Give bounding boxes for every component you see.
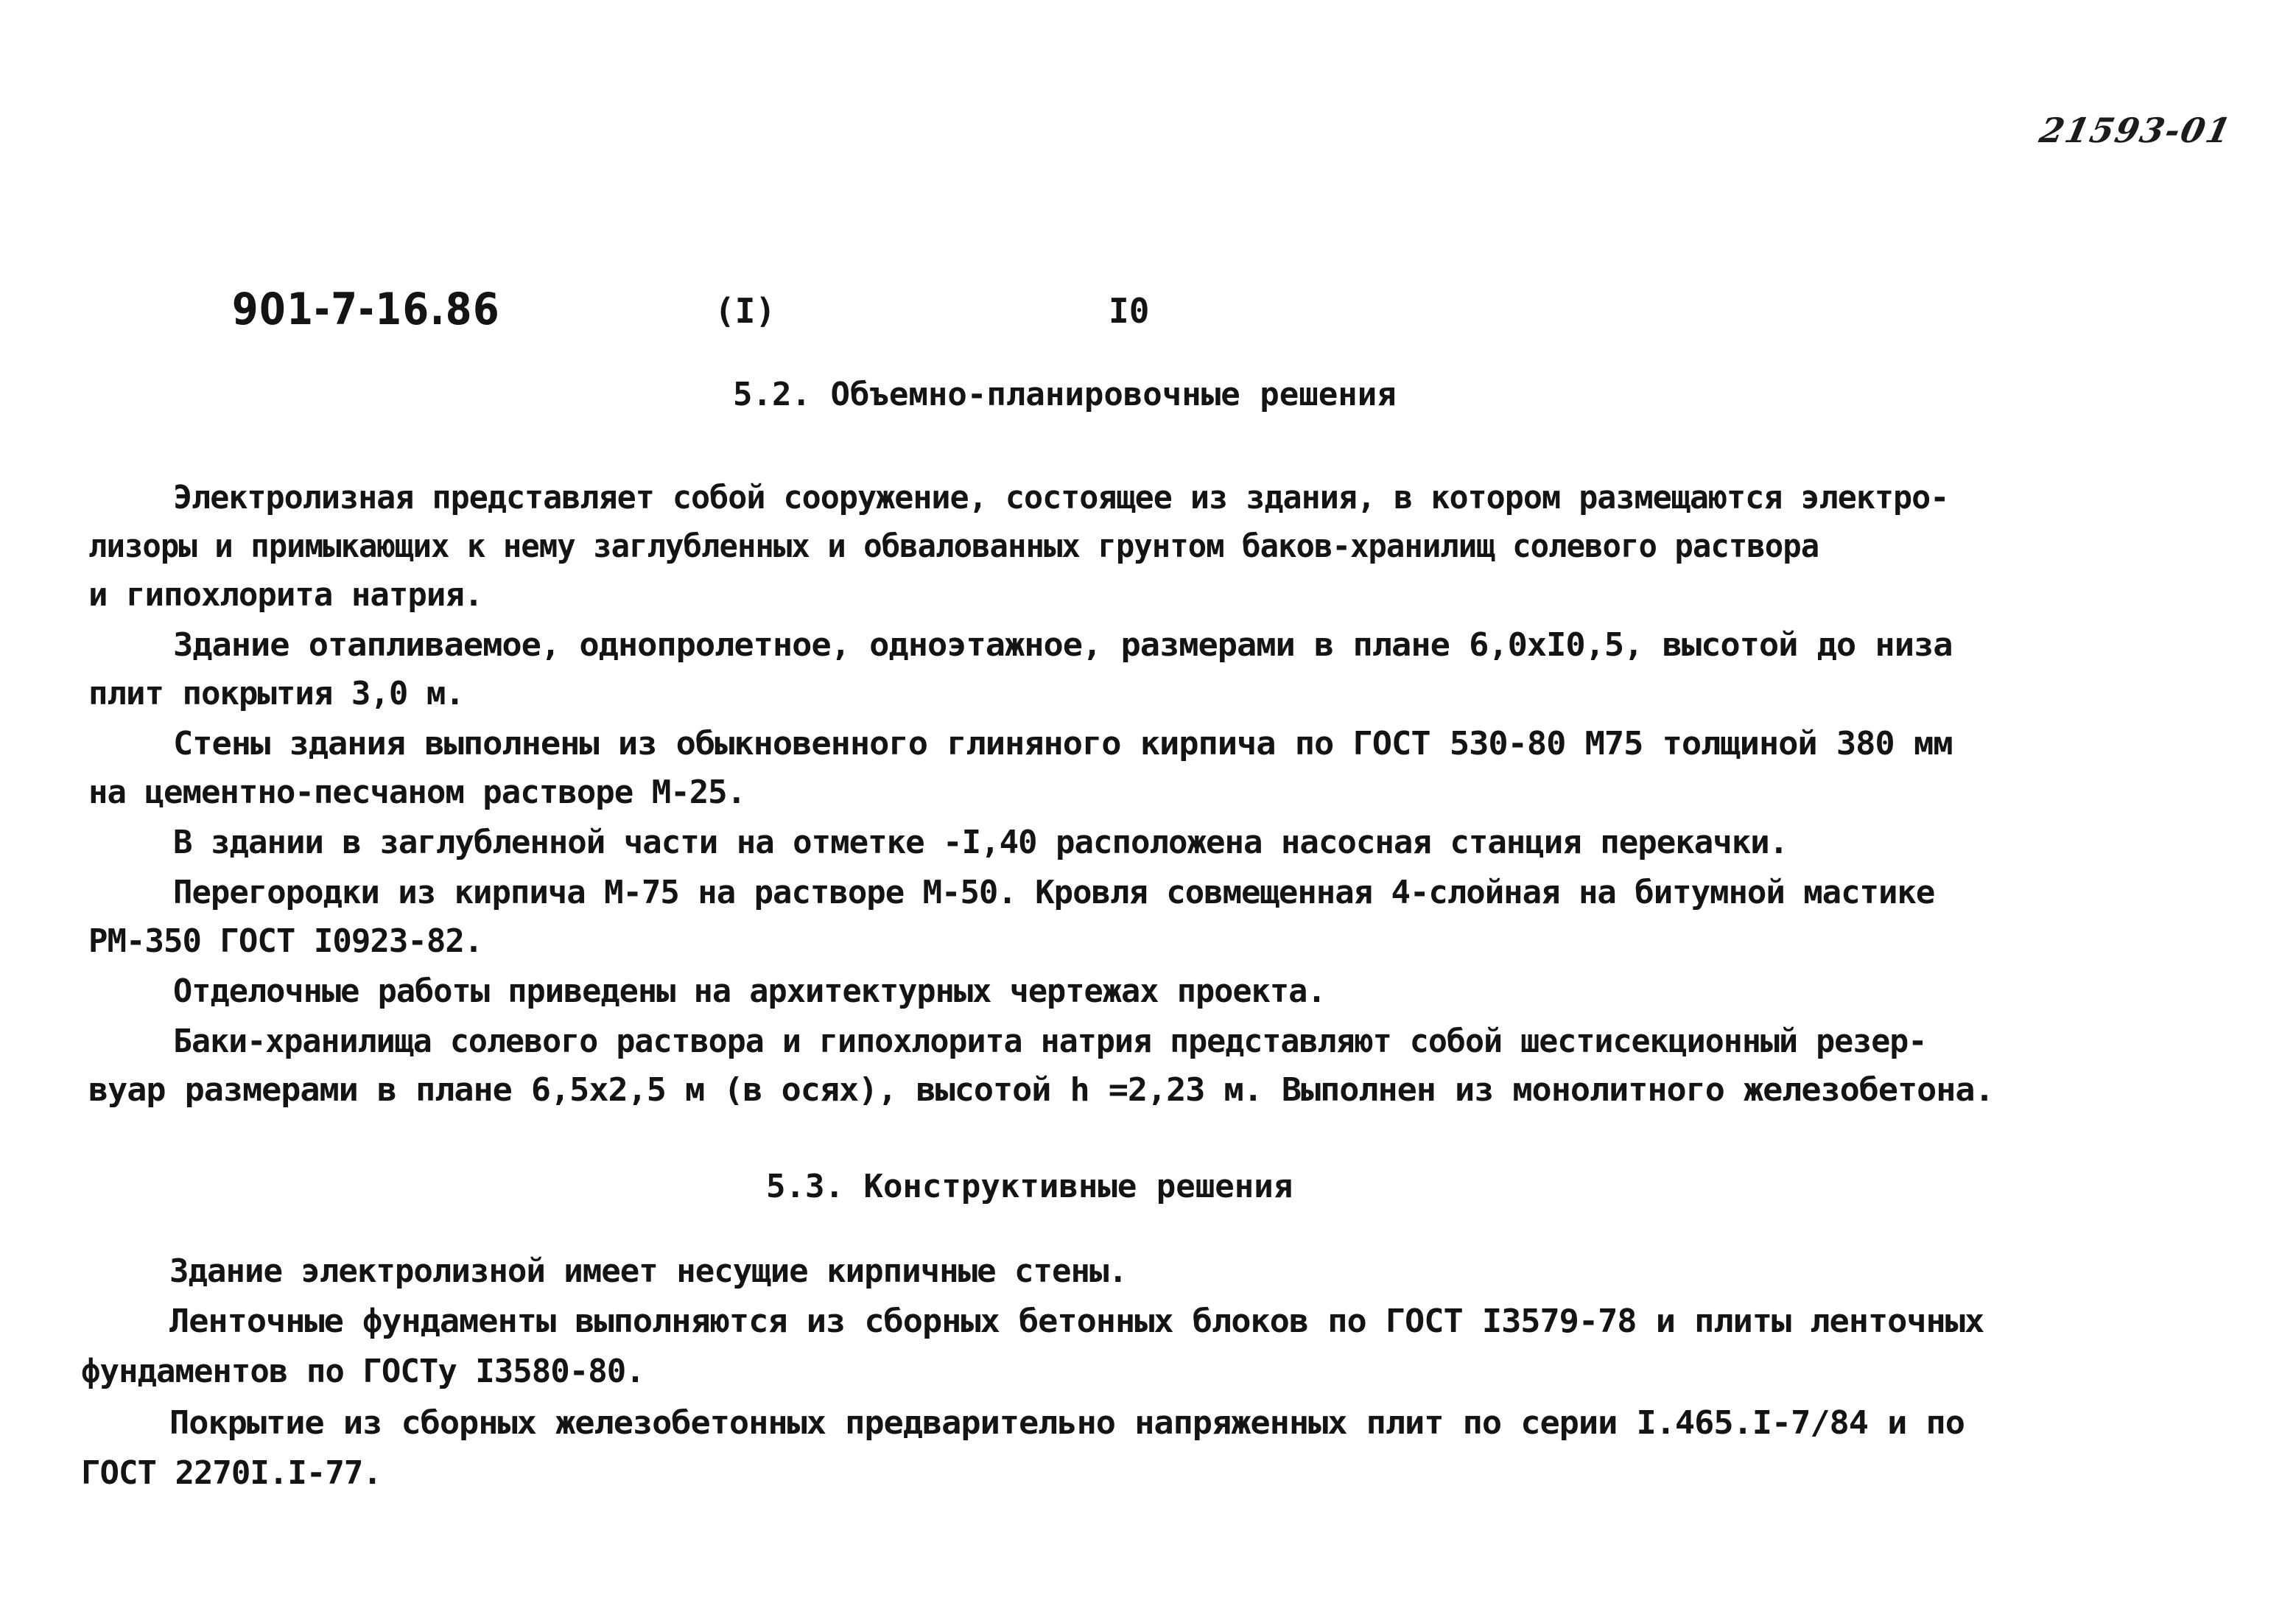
text-line: вуар размерами в плане 6,5х2,5 м (в осях), высотой h =2,23 м. Выполнен из монолитного железобетона. [88, 1071, 1994, 1109]
page-number: I0 [1109, 291, 1150, 331]
text-line: Баки-хранилища солевого раствора и гипохлорита натрия представляют собой шестисекционный резер- [173, 1023, 1927, 1060]
handwritten-archive-number: 21593-01 [2036, 111, 2236, 150]
section-heading-5-2: 5.2. Объемно-планировочные решения [733, 376, 1397, 413]
text-line: ГОСТ 2270I.I-77. [81, 1454, 382, 1492]
text-line: Перегородки из кирпича М-75 на растворе М-50. Кровля совмещенная 4-слойная на битумной мастике [173, 874, 1935, 911]
text-line: на цементно-песчаном растворе М-25. [88, 774, 746, 811]
text-line: Покрытие из сборных железобетонных предварительно напряженных плит по серии I.465.I-7/84 и по [169, 1404, 1965, 1442]
text-line: Ленточные фундаменты выполняются из сборных бетонных блоков по ГОСТ I3579-78 и плиты ленточных [169, 1303, 1984, 1340]
text-line: плит покрытия 3,0 м. [88, 675, 464, 712]
text-line: Электролизная представляет собой сооружение, состоящее из здания, в котором размещаются электро- [173, 479, 1949, 516]
section-heading-5-3: 5.3. Конструктивные решения [766, 1168, 1293, 1205]
text-line: РМ-350 ГОСТ I0923-82. [88, 922, 483, 960]
text-line: Отделочные работы приведены на архитектурных чертежах проекта. [173, 972, 1326, 1010]
document-part: (I) [715, 291, 776, 331]
text-line: Здание отапливаемое, однопролетное, одноэтажное, размерами в плане 6,0хI0,5, высотой до низа [173, 626, 1953, 664]
document-code: 901-7-16.86 [232, 284, 501, 335]
text-line: лизоры и примыкающих к нему заглубленных и обвалованных грунтом баков-хранилищ солевого раствора [88, 527, 1819, 565]
text-line: В здании в заглубленной части на отметке -I,40 расположена насосная станция перекачки. [173, 824, 1788, 861]
text-line: Стены здания выполнены из обыкновенного глиняного кирпича по ГОСТ 530-80 М75 толщиной 380 мм [173, 725, 1953, 763]
text-line: Здание электролизной имеет несущие кирпичные стены. [169, 1252, 1128, 1290]
text-line: фундаментов по ГОСТу I3580-80. [81, 1353, 645, 1390]
text-line: и гипохлорита натрия. [88, 576, 483, 614]
